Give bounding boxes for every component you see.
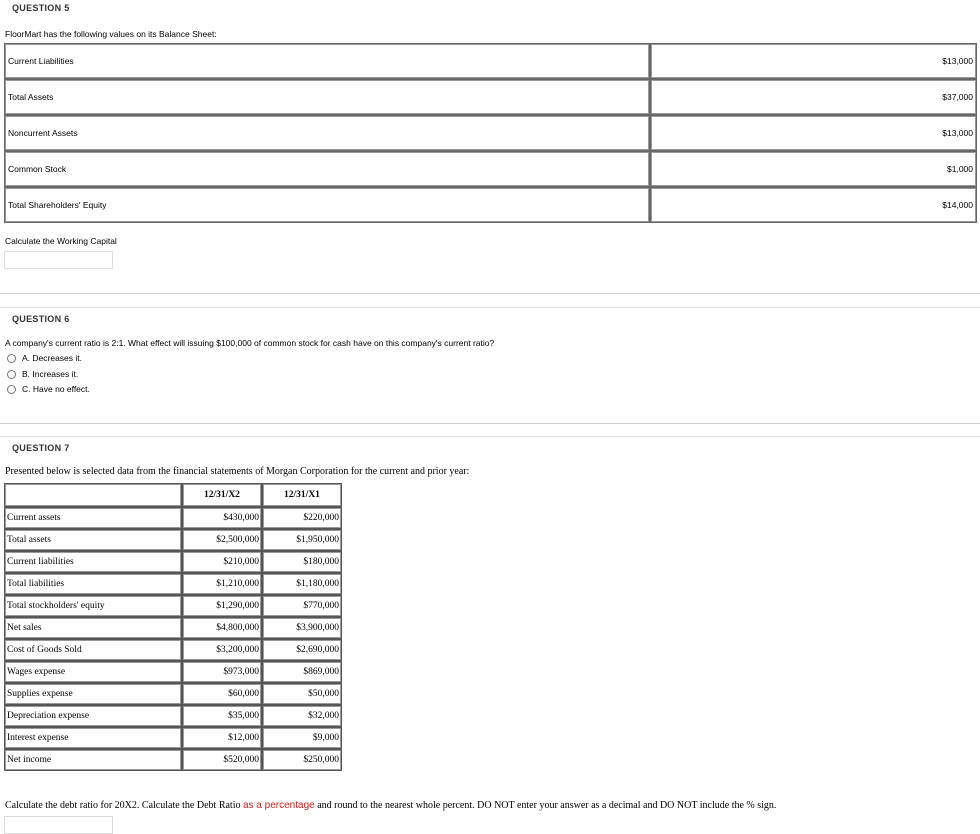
- row-label: Total Assets: [4, 79, 650, 115]
- row-value: $1,210,000: [182, 573, 262, 595]
- row-label: Net sales: [4, 617, 182, 639]
- row-value: $13,000: [650, 115, 977, 151]
- option-label: A. Decreases it.: [22, 353, 82, 363]
- row-value: $869,000: [262, 661, 342, 683]
- prompt-text: and round to the nearest whole percent. DO NOT enter your answer as a decimal and DO NOT include the % sign.: [314, 800, 777, 811]
- emphasis-text: as a percentage: [242, 800, 315, 811]
- row-label: Current liabilities: [4, 551, 182, 573]
- financial-data-table: [4, 483, 342, 771]
- row-value: $12,000: [182, 727, 262, 749]
- column-header: 12/31/X1: [262, 483, 342, 507]
- question-7-prompt: [5, 800, 776, 811]
- row-value: $770,000: [262, 595, 342, 617]
- table-row: [4, 151, 977, 187]
- row-value: $35,000: [182, 705, 262, 727]
- table-row: [4, 573, 342, 595]
- section-divider: [0, 423, 980, 424]
- row-label: Total stockholders' equity: [4, 595, 182, 617]
- row-label: Net income: [4, 749, 182, 771]
- row-value: $13,000: [650, 43, 977, 79]
- row-value: $4,800,000: [182, 617, 262, 639]
- table-row: [4, 661, 342, 683]
- row-value: $1,000: [650, 151, 977, 187]
- row-label: Total liabilities: [4, 573, 182, 595]
- debt-ratio-answer-input[interactable]: [4, 816, 113, 834]
- section-divider: [0, 436, 980, 437]
- radio-button[interactable]: [7, 385, 16, 394]
- table-row: [4, 727, 342, 749]
- table-header-row: [4, 483, 342, 507]
- column-header: 12/31/X2: [182, 483, 262, 507]
- row-value: $2,500,000: [182, 529, 262, 551]
- question-5-intro: FloorMart has the following values on its Balance Sheet:: [5, 29, 217, 39]
- row-value: $1,180,000: [262, 573, 342, 595]
- row-label: Supplies expense: [4, 683, 182, 705]
- question-5-heading: QUESTION 5: [12, 3, 70, 13]
- working-capital-answer-input[interactable]: [4, 251, 113, 269]
- row-value: $973,000: [182, 661, 262, 683]
- row-value: $32,000: [262, 705, 342, 727]
- question-6-prompt: A company's current ratio is 2:1. What effect will issuing $100,000 of common stock for cash have on this company's current ratio?: [5, 338, 495, 348]
- row-value: $9,000: [262, 727, 342, 749]
- row-value: $60,000: [182, 683, 262, 705]
- section-divider: [0, 293, 980, 294]
- table-row: [4, 79, 977, 115]
- row-value: $210,000: [182, 551, 262, 573]
- row-value: $520,000: [182, 749, 262, 771]
- option-a[interactable]: [7, 353, 82, 363]
- question-7-intro: Presented below is selected data from the financial statements of Morgan Corporation for the current and prior year:: [5, 466, 470, 477]
- radio-button[interactable]: [7, 354, 16, 363]
- question-6-heading: QUESTION 6: [12, 314, 70, 324]
- row-value: $430,000: [182, 507, 262, 529]
- section-divider: [0, 307, 980, 308]
- row-value: $2,690,000: [262, 639, 342, 661]
- row-value: $1,950,000: [262, 529, 342, 551]
- table-row: [4, 529, 342, 551]
- row-value: $50,000: [262, 683, 342, 705]
- row-label: Total Shareholders' Equity: [4, 187, 650, 223]
- row-value: $14,000: [650, 187, 977, 223]
- row-value: $180,000: [262, 551, 342, 573]
- table-row: [4, 705, 342, 727]
- table-row: [4, 187, 977, 223]
- row-label: Noncurrent Assets: [4, 115, 650, 151]
- row-value: $1,290,000: [182, 595, 262, 617]
- table-row: [4, 507, 342, 529]
- question-7-heading: QUESTION 7: [12, 443, 70, 453]
- option-c[interactable]: [7, 384, 90, 394]
- row-value: $37,000: [650, 79, 977, 115]
- row-label: Common Stock: [4, 151, 650, 187]
- row-value: $3,900,000: [262, 617, 342, 639]
- row-label: Current Liabilities: [4, 43, 650, 79]
- column-header: [4, 483, 182, 507]
- table-row: [4, 639, 342, 661]
- table-row: [4, 551, 342, 573]
- row-label: Total assets: [4, 529, 182, 551]
- table-row: [4, 617, 342, 639]
- table-row: [4, 683, 342, 705]
- radio-button[interactable]: [7, 370, 16, 379]
- question-5-prompt: Calculate the Working Capital: [5, 236, 117, 246]
- option-label: C. Have no effect.: [22, 384, 90, 394]
- balance-sheet-table: [4, 43, 977, 223]
- prompt-text: Calculate the debt ratio for 20X2. Calculate the Debt Ratio: [5, 800, 243, 811]
- table-row: [4, 595, 342, 617]
- row-label: Depreciation expense: [4, 705, 182, 727]
- row-label: Interest expense: [4, 727, 182, 749]
- row-label: Cost of Goods Sold: [4, 639, 182, 661]
- row-label: Wages expense: [4, 661, 182, 683]
- table-row: [4, 749, 342, 771]
- option-label: B. Increases it.: [22, 369, 79, 379]
- option-b[interactable]: [7, 369, 78, 379]
- row-value: $3,200,000: [182, 639, 262, 661]
- table-row: [4, 115, 977, 151]
- table-row: [4, 43, 977, 79]
- row-label: Current assets: [4, 507, 182, 529]
- row-value: $250,000: [262, 749, 342, 771]
- row-value: $220,000: [262, 507, 342, 529]
